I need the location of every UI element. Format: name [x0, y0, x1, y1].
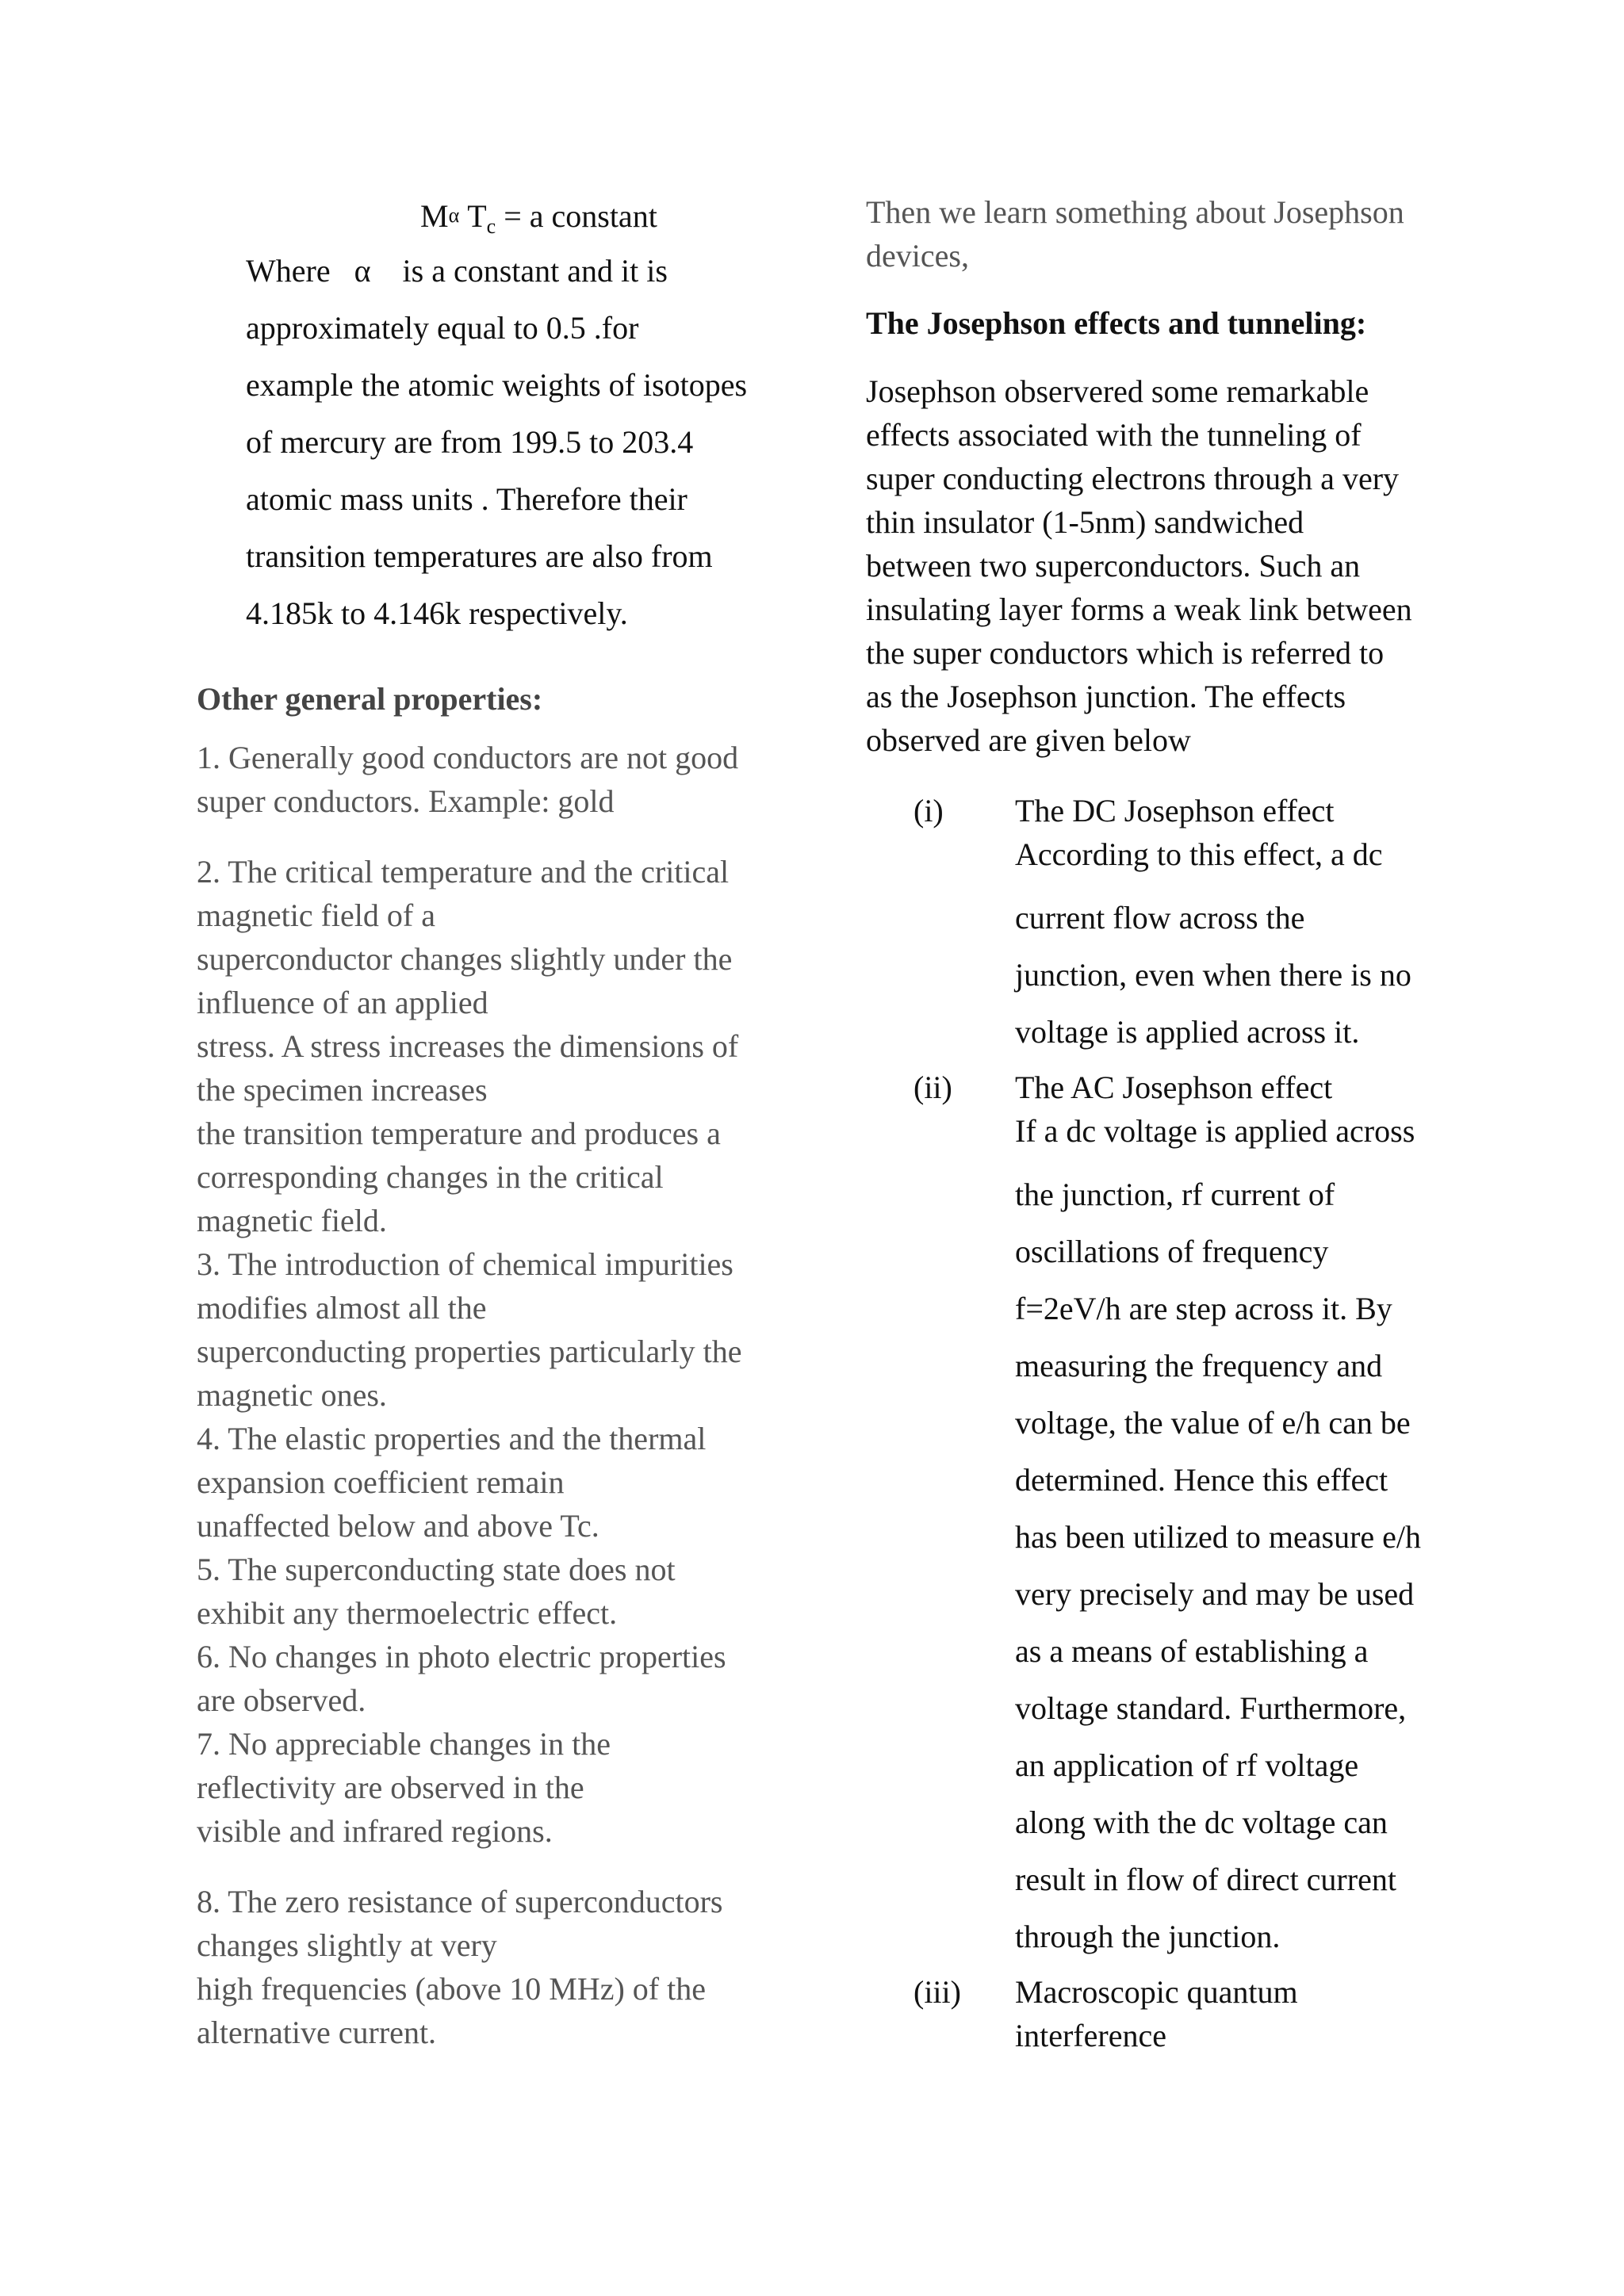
text-line: 6. No changes in photo electric properties: [197, 1639, 726, 1674]
text-line: as a means of establishing a: [1015, 1633, 1369, 1669]
text-line: modifies almost all the: [197, 1290, 487, 1326]
property-paragraph-3: [197, 1880, 799, 2054]
text-line: alternative current.: [197, 2015, 437, 2050]
text-line: visible and infrared regions.: [197, 1813, 553, 1849]
text-line: expansion coefficient remain: [197, 1464, 565, 1500]
text-line: insulating layer forms a weak link between: [866, 591, 1412, 627]
text-line: has been utilized to measure e/h: [1015, 1519, 1422, 1555]
text-line: unaffected below and above Tc.: [197, 1508, 599, 1544]
text-line: example the atomic weights of isotopes: [246, 367, 748, 403]
text-line: devices,: [866, 238, 969, 274]
formula-exponent: α: [448, 204, 460, 227]
text-line: very precisely and may be used: [1015, 1576, 1415, 1612]
text-line: junction, even when there is no: [1015, 957, 1411, 993]
text-line: result in flow of direct current: [1015, 1862, 1396, 1897]
text-line: Josephson observered some remarkable: [866, 373, 1369, 409]
text-line: an application of rf voltage: [1015, 1747, 1359, 1783]
text-line: voltage is applied across it.: [1015, 1014, 1360, 1050]
right-column: [866, 190, 1453, 2071]
formula-temp-symbol: T: [467, 198, 487, 234]
text-line: super conductors. Example: gold: [197, 783, 615, 819]
text-line: 2. The critical temperature and the critical: [197, 854, 730, 890]
text-line: voltage standard. Furthermore,: [1015, 1690, 1407, 1726]
text-line: 5. The superconducting state does not: [197, 1552, 676, 1587]
text-line: determined. Hence this effect: [1015, 1462, 1388, 1498]
property-paragraph-1: [197, 736, 799, 823]
section-heading-general-properties: Other general properties:: [197, 681, 543, 717]
text-line: the specimen increases: [197, 1072, 488, 1108]
text-line: 7. No appreciable changes in the: [197, 1726, 611, 1762]
list-item-title: Macroscopic quantum: [1015, 1974, 1298, 2010]
text-line: oscillations of frequency: [1015, 1234, 1329, 1269]
text-line: high frequencies (above 10 MHz) of the: [197, 1971, 706, 2007]
text-line: of mercury are from 199.5 to 203.4: [246, 424, 694, 460]
text-line: thin insulator (1-5nm) sandwiched: [866, 504, 1304, 540]
list-item-title: The DC Josephson effect: [1015, 793, 1335, 828]
list-item-dc-josephson: [866, 789, 1453, 1061]
text-line: magnetic ones.: [197, 1377, 387, 1413]
text-line: reflectivity are observed in the: [197, 1770, 584, 1805]
section-heading-josephson: The Josephson effects and tunneling:: [866, 305, 1367, 341]
text-line: 4.185k to 4.146k respectively.: [246, 595, 628, 631]
text-line: influence of an applied: [197, 985, 488, 1020]
text-line: magnetic field of a: [197, 897, 435, 933]
text-line: 1. Generally good conductors are not good: [197, 740, 739, 775]
text-line: transition temperatures are also from: [246, 538, 713, 574]
list-item-quantum-interference: [866, 1970, 1453, 2057]
text-line: If a dc voltage is applied across: [1015, 1113, 1415, 1149]
text-line: f=2eV/h are step across it. By: [1015, 1291, 1392, 1326]
text-line: superconducting properties particularly the: [197, 1334, 742, 1369]
text-line: observed are given below: [866, 722, 1191, 758]
property-paragraph-2: [197, 850, 799, 1853]
text-line: effects associated with the tunneling of: [866, 417, 1362, 453]
text-line: 4. The elastic properties and the thermal: [197, 1421, 707, 1456]
text-line: voltage, the value of e/h can be: [1015, 1405, 1411, 1441]
text-line: atomic mass units . Therefore their: [246, 481, 688, 517]
list-item-ac-josephson: [866, 1066, 1453, 1965]
text-line: Where α is a constant and it is: [246, 253, 668, 289]
text-line: the transition temperature and produces a: [197, 1115, 721, 1151]
text-line: stress. A stress increases the dimensions of: [197, 1028, 739, 1064]
text-line: magnetic field.: [197, 1203, 387, 1238]
text-line: exhibit any thermoelectric effect.: [197, 1595, 618, 1631]
list-item-title: The AC Josephson effect: [1015, 1070, 1333, 1105]
text-line: through the junction.: [1015, 1919, 1281, 1954]
text-line: the super conductors which is referred to: [866, 635, 1385, 671]
text-line: super conducting electrons through a very: [866, 461, 1400, 496]
text-line: as the Josephson junction. The effects: [866, 679, 1346, 714]
text-line: are observed.: [197, 1682, 366, 1718]
text-line: According to this effect, a dc: [1015, 836, 1383, 872]
formula-mass-symbol: M: [420, 198, 449, 234]
text-line: corresponding changes in the critical: [197, 1159, 664, 1195]
text-line: interference: [1015, 2018, 1166, 2053]
text-line: approximately equal to 0.5 .for: [246, 310, 639, 346]
text-line: current flow across the: [1015, 900, 1305, 936]
josephson-paragraph: [866, 369, 1453, 762]
list-item-number: (iii): [914, 1974, 961, 2010]
list-item-number: (i): [914, 793, 944, 828]
intro-paragraph: [866, 190, 1453, 277]
isotope-explanation: [246, 243, 799, 642]
formula-rhs: = a constant: [496, 198, 657, 234]
text-line: 8. The zero resistance of superconductors: [197, 1884, 723, 1919]
text-line: 3. The introduction of chemical impurities: [197, 1246, 733, 1282]
formula-subscript: c: [486, 215, 496, 238]
text-line: the junction, rf current of: [1015, 1177, 1335, 1212]
text-line: changes slightly at very: [197, 1927, 497, 1963]
left-column: [197, 190, 799, 2054]
text-line: Then we learn something about Josephson: [866, 194, 1404, 230]
text-line: between two superconductors. Such an: [866, 548, 1361, 584]
text-line: measuring the frequency and: [1015, 1348, 1383, 1383]
list-item-number: (ii): [914, 1070, 952, 1105]
text-line: superconductor changes slightly under the: [197, 941, 733, 977]
isotope-formula: [420, 190, 799, 243]
text-line: along with the dc voltage can: [1015, 1804, 1388, 1840]
